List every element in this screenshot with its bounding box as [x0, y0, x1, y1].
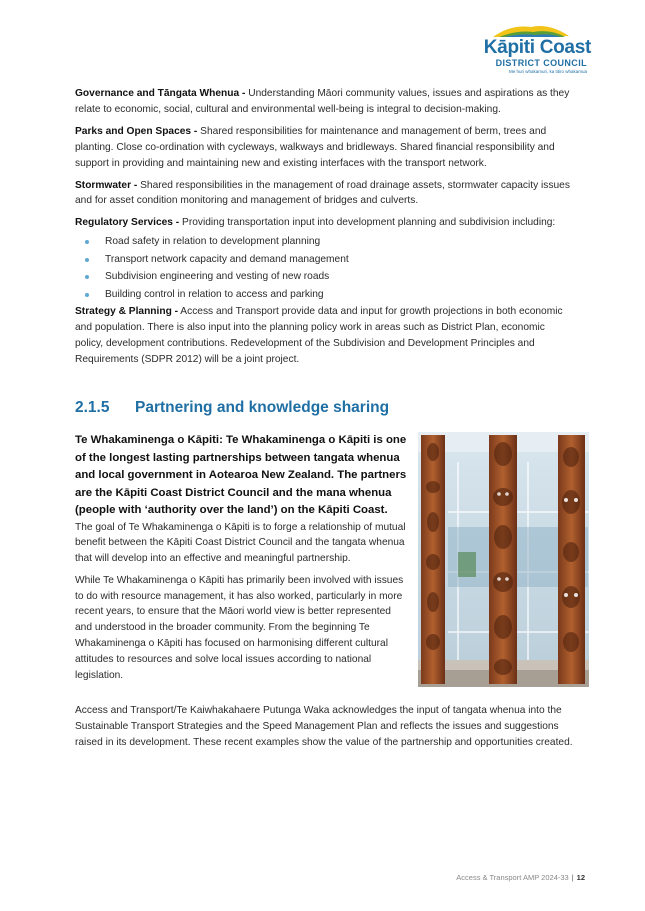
responsibilities-section: [75, 86, 571, 374]
section-heading: [75, 399, 575, 417]
list-item-text: Building control in relation to access and parking: [105, 288, 324, 300]
regulatory-text: Providing transportation input into development planning and subdivision including:: [179, 217, 556, 229]
parks-paragraph: [75, 124, 571, 172]
carved-pou-photo: [418, 432, 589, 687]
regulatory-title: Regulatory Services -: [75, 217, 180, 229]
governance-paragraph: [75, 86, 571, 118]
acknowledgement-section: [75, 703, 575, 750]
list-item: [75, 269, 571, 285]
section-number: 2.1.5: [75, 399, 110, 416]
governance-text: Understanding Māori community values, issues and aspirations as they relate to economic, social, cultural and environmental well-being is integral to decision-making.: [75, 88, 570, 115]
acknowledgement-paragraph: Access and Transport/Te Kaiwhakahaere Putunga Waka acknowledges the input of tangata whenua into the Sustainable Transport Strategies and the Speed Management Plan and reflects the issues and suggestions raised in its development. These recent examples show the value of the partnership and opportunities created.: [75, 705, 573, 748]
council-logo: [473, 22, 591, 78]
carved-pou-image: [418, 432, 589, 687]
bullet-icon: [85, 275, 89, 279]
logo-name: Kāpiti Coast: [483, 37, 591, 58]
footer-document-title: Access & Transport AMP 2024-33: [456, 873, 569, 882]
stormwater-text: Shared responsibilities in the management of road drainage assets, stormwater capacity issues and for asset condition monitoring and management of bridges and culverts.: [75, 179, 570, 207]
partnering-history-paragraph: While Te Whakaminenga o Kāpiti has primarily been involved with issues to do with resource management, it has also worked, particularly in more recent years, to ensure that the Māori world view is better represented and understood in the broader community. From the beginning Te Whakaminenga o Kāpiti has focused on harmonising different cultural attitudes to resources and solve local issues according to national legislation.: [75, 574, 404, 681]
partnering-column: [75, 432, 408, 689]
parks-text: Shared responsibilities for maintenance and management of berm, trees and planting. Close co-ordination with cycleways, walkways and bridleways. Shared financial responsibility and support in providing and maintaining new and existing interfaces with the transport network.: [75, 125, 555, 169]
parks-title: Parks and Open Spaces -: [75, 125, 198, 137]
list-item-text: Subdivision engineering and vesting of new roads: [105, 271, 330, 283]
regulatory-paragraph: [75, 215, 571, 231]
logo-hills-icon: [491, 22, 571, 38]
regulatory-bullet-list: [75, 234, 571, 302]
list-item-text: Road safety in relation to development planning: [105, 236, 321, 248]
stormwater-title: Stormwater -: [75, 179, 138, 191]
section-title: Partnering and knowledge sharing: [135, 399, 390, 416]
stormwater-paragraph: [75, 178, 571, 210]
page-footer: [400, 873, 585, 882]
footer-separator: |: [571, 873, 574, 882]
logo-tagline: Me huri whakamuri, ka titiro whakamua: [508, 69, 587, 74]
bullet-icon: [85, 240, 89, 244]
governance-title: Governance and Tāngata Whenua -: [75, 88, 246, 99]
strategy-text: Access and Transport provide data and input for growth projections in both economic and population. There is also input into the planning policy work in areas such as District Plan, economic policy, development contributions. Redevelopment of the Subdivision and Development Principles and Requirements (SDPR 2012) will be a joint project.: [75, 306, 563, 365]
partnering-goal-paragraph: The goal of Te Whakaminenga o Kāpiti is to forge a relationship of mutual benefit between the Kāpiti Coast District Council and the tangata whenua that will develop into an effective and meaningful partnership.: [75, 521, 406, 565]
logo-council: DISTRICT COUNCIL: [495, 58, 587, 68]
list-item: [75, 234, 571, 250]
bullet-icon: [85, 258, 89, 262]
list-item-text: Transport network capacity and demand management: [105, 253, 349, 265]
list-item: [75, 287, 571, 303]
strategy-title: Strategy & Planning -: [75, 306, 179, 318]
partnering-intro: Te Whakaminenga o Kāpiti: Te Whakaminenga o Kāpiti is one of the longest lasting partnerships between tangata whenua and local government in Aotearoa New Zealand. The partners are the Kāpiti Coast District Council and the mana whenua (people with ‘authority over the land’) on the Kāpiti Coast.: [75, 434, 407, 516]
bullet-icon: [85, 293, 89, 297]
page-number: 12: [576, 873, 585, 882]
strategy-paragraph: [75, 304, 571, 368]
list-item: [75, 252, 571, 268]
